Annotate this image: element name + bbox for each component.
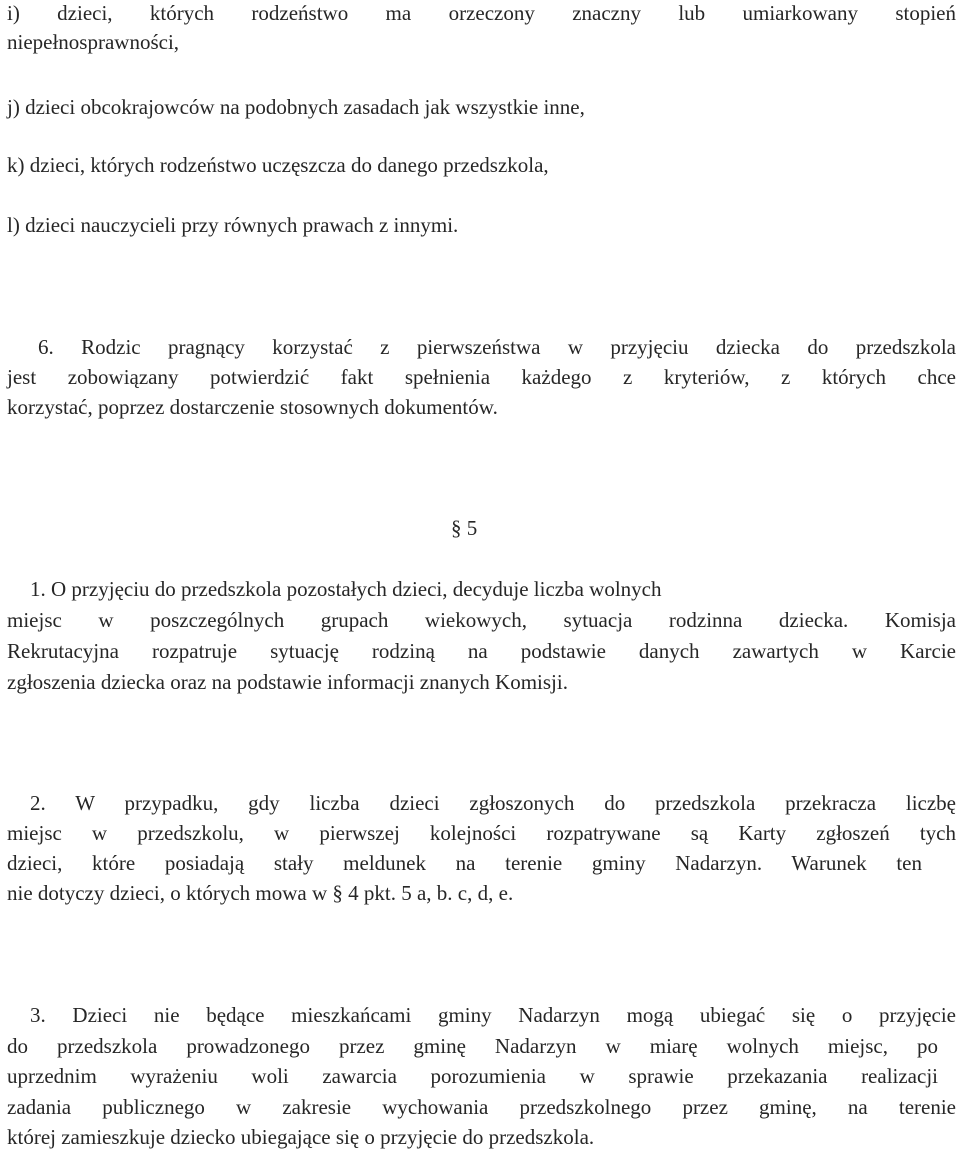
paragraph3-line-2: do przedszkola prowadzonego przez gminę Nadarzyn w miarę wolnych miejsc, po — [7, 1034, 938, 1058]
paragraph1-line-3: Rekrutacyjna rozpatruje sytuację rodziną na podstawie danych zawartych w Karcie — [7, 639, 956, 663]
list-item-i-continuation: niepełnosprawności, — [7, 30, 180, 54]
paragraph2-line-3: dzieci, które posiadają stały meldunek na terenie gminy Nadarzyn. Warunek ten — [7, 851, 922, 875]
list-item-l: l) dzieci nauczycieli przy równych prawach z innymi. — [7, 213, 459, 237]
paragraph3-line-1: 3. Dzieci nie będące mieszkańcami gminy Nadarzyn mogą ubiegać się o przyjęcie — [30, 1003, 956, 1027]
paragraph3-line-5: której zamieszkuje dziecko ubiegające się o przyjęcie do przedszkola. — [7, 1125, 595, 1149]
paragraph1-line-2: miejsc w poszczególnych grupach wiekowych, sytuacja rodzinna dziecka. Komisja — [7, 608, 956, 632]
point6-line-1: 6. Rodzic pragnący korzystać z pierwszeństwa w przyjęciu dziecka do przedszkola — [38, 335, 956, 359]
paragraph3-line-3: uprzednim wyrażeniu woli zawarcia porozumienia w sprawie przekazania realizacji — [7, 1064, 938, 1088]
paragraph1-line-4: zgłoszenia dziecka oraz na podstawie informacji znanych Komisji. — [7, 670, 568, 694]
paragraph2-line-4: nie dotyczy dzieci, o których mowa w § 4 pkt. 5 a, b. c, d, e. — [7, 881, 514, 905]
paragraph3-line-4: zadania publicznego w zakresie wychowania przedszkolnego przez gminę, na terenie — [7, 1095, 956, 1119]
section-heading: § 5 — [451, 516, 478, 540]
paragraph2-line-1: 2. W przypadku, gdy liczba dzieci zgłoszonych do przedszkola przekracza liczbę — [30, 791, 956, 815]
paragraph2-line-2: miejsc w przedszkolu, w pierwszej kolejności rozpatrywane są Karty zgłoszeń tych — [7, 821, 956, 845]
list-item-i: i) dzieci, których rodzeństwo ma orzeczony znaczny lub umiarkowany stopień — [7, 1, 956, 25]
point6-line-2: jest zobowiązany potwierdzić fakt spełnienia każdego z kryteriów, z których chce — [7, 365, 956, 389]
list-item-j: j) dzieci obcokrajowców na podobnych zasadach jak wszystkie inne, — [7, 95, 585, 119]
paragraph1-line-1: 1. O przyjęciu do przedszkola pozostałych dzieci, decyduje liczba wolnych — [30, 577, 662, 601]
point6-line-3: korzystać, poprzez dostarczenie stosownych dokumentów. — [7, 395, 498, 419]
list-item-k: k) dzieci, których rodzeństwo uczęszcza do danego przedszkola, — [7, 153, 549, 177]
